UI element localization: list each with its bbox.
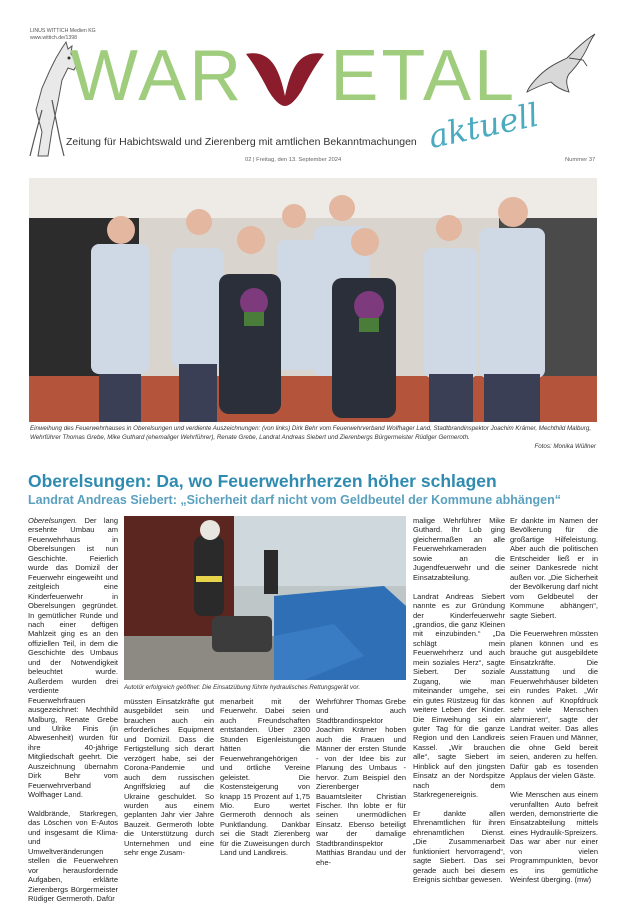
rescue-photo-caption: Autotür erfolgreich geöffnet: Die Einsatzübung führte hydraulisches Rettungsgerät vor.: [124, 684, 361, 691]
article-column-3: [220, 697, 310, 867]
article-paragraph: Er dankte im Namen der Bevölkerung für die großartige Hilfeleistung. Aber auch die politischen Entscheider ließ er in seiner Dankesrede nicht außen vor. „Die Sicherheit der Bevölkerung darf nicht vom Geldbeutel der Kommune abhängen“, sagte Siebert.: [510, 516, 598, 620]
photo-caption-text: Einweihung des Feuerwehrhauses in Oberelsungen und verdiente Auszeichnungen: (von links) Dirk Behr vom Feuerwehrverband Wolfhager Land, Stadtbrandinspektor Joachim Krämer, Mechthild Malburg, Wehrführer Thomas Grebe, Mike Guthard (ehemaliger Wehrführer), Renate Grebe, Landrat Andreas Siebert und Zierenbergs Bürgermeister Rüdiger Germeroth.: [30, 425, 592, 441]
article-paragraph: Waldbrände, Starkregen, das Löschen von E-Autos und insgesamt die Klima- und Umweltveränderungen stellen die Feuerwehren vor herausfordernde Aufgaben, erklärte Zierenbergs Bürgermeister Rüdiger Germeroth. Dafür: [28, 809, 118, 904]
article-column-1: [28, 516, 118, 913]
article-paragraph: Wehrführer Thomas Grebe und auch Stadtbrandinspektor Joachim Krämer hoben auch die Frauen und Männer der ersten Stunde - von der Idee bis zur Planung des Umbaus - hervor. Zum Beispiel den Zierenberger Bauamtsleiter Christian Fischer. Ihn lobte er für seinen unermüdlichen Einsatz. Ebenso beteiligt war der damalige Stadtbrandinspektor Matthias Brandau und der ehe-: [316, 697, 406, 867]
article-headline: Oberelsungen: Da, wo Feuerwehrherzen höher schlagen: [28, 471, 497, 491]
article-text: Der lang ersehnte Umbau am Feuerwehrhaus in Oberelsungen ist nun Geschichte. Feierlich wurde das Domizil der Feuerwehr eingeweiht und zeitgleich eine Kinderfeuerwehr in Oberelsungen gegründet. In gemütlicher Runde und nach einer deftigen Mahlzeit ging es an den offiziellen Teil, in dem die Geschichte des Umbaus und der Notwendigkeit beleuchtet wurde. Außerdem wurden drei verdiente Feuerwehrfrauen ausgezeichnet: Mechthild Malburg, Renate Grebe und Ulrike Finis (in Abwesenheit) wurden für ihre 40-jährige Mitgliedschaft geehrt. Die Auszeichnung übernahm Dirk Behr vom Feuerwehrverband Wolfhager Land.: [28, 516, 118, 800]
masthead-title-right: ETAL: [330, 36, 518, 116]
issue-number: Nummer 37: [565, 157, 596, 163]
article-column-4-bottom: [316, 697, 406, 877]
issue-date: 02 | Freitag, den 13. September 2024: [245, 157, 342, 163]
dateline: Oberelsungen.: [28, 516, 78, 525]
masthead-subtitle: Zeitung für Habichtswald und Zierenberg mit amtlichen Bekanntmachungen: [66, 136, 417, 148]
article-paragraph: [28, 516, 118, 800]
hawk-illustration-icon: [525, 32, 597, 98]
article-paragraph: malige Wehrführer Mike Guthard. Ihr Lob ging gleichermaßen an alle Feuerwehrkameraden sowie an die Jugendfeuerwehr und die Einsatzabteilung.: [413, 516, 505, 582]
article-paragraph: Er dankte allen Ehrenamtlichen für ihren ehrenamtlichen Dienst. „Die Zusammenarbeit funktioniert hervorragend“, sagte Siebert. Das sei gerade auch bei diesem Ereignis sichtbar gewesen.: [413, 809, 505, 885]
article-paragraph: menarbeit mit der Feuerwehr. Dabei seien auch Freundschaften entstanden. Über 2300 Stunden Eigenleistungen hätten die Feuerwehrangehörigen und örtliche Vereine geleistet. Die Kostensteigerung von knapp 15 Prozent auf 1,75 Mio. Euro wertet Germeroth dennoch als Punktlandung. Dankbar sei die Stadt Zierenberg für die Zuweisungen durch Land und Landkreis.: [220, 697, 310, 858]
photo-caption: [30, 425, 596, 451]
rescue-demo-photo: [124, 516, 406, 680]
article-column-5: [510, 516, 598, 894]
article-subheadline: Landrat Andreas Siebert: „Sicherheit darf nicht vom Geldbeutel der Kommune abhängen“: [28, 493, 561, 507]
publisher-name: LINUS WITTICH Medien KG: [30, 28, 96, 34]
heart-logo-icon: [242, 48, 328, 108]
article-column-4: [413, 516, 505, 894]
article-paragraph: müssten Einsatzkräfte gut ausgebildet sein und brauchen auch ein erforderliches Equipment und Domizil. Dass die Fertigstellung sich derart verzögert habe, sei der Corona-Pandemie und auch dem russischen Angriffskrieg auf die Ukraine geschuldet. So wurden aus einem geplanten Jahr vier Jahre Bauzeit. Germeroth lobte die Unterstützung durch Unternehmen und eine sehr enge Zusam-: [124, 697, 214, 858]
masthead-aktuell: aktuell: [425, 95, 542, 156]
article-paragraph: Landrat Andreas Siebert nannte es zur Gründung der Kinderfeuerwehr „grandios, die ganz Kleinen mit einzubinden.“ „Da schlägt mein Feuerwehrherz und auch mein soziales Herz“, sagte Siebert. Der soziale Zugang, wie man miteinander umgehe, sei ein gutes Rüstzeug für das weitere Leben der Kinder. Die Einweihung sei ein guter Tag für die ganze Region und den Landkreis Kassel. „Wir brauchen alle“, sagte Siebert im Hinblick auf den jüngsten Einsatz an der Nordspitze nach dem Starkregenereignis.: [413, 591, 505, 800]
article-paragraph: Wie Menschen aus einem verunfallten Auto befreit werden, demonstrierte die Einsatzabteilung mittels eines Hydraulik-Spreizers. Das war aber nur einer von vielen Programmpunkten, bevor es ins gemütliche Weinfest überging. (mw): [510, 790, 598, 885]
publisher-url[interactable]: www.wittich.de/1398: [30, 34, 77, 41]
article-column-2: [124, 697, 214, 867]
group-photo: [29, 178, 597, 422]
photo-credit: Fotos: Monika Wüllner: [534, 442, 596, 450]
article-paragraph: Die Feuerwehren müssten planen können und es brauche gut ausgebildete Einsatzkräfte. Die Ausstattung und die Feuerwehrhäuser bildeten ein rundes Paket. „Wir können auf Knopfdruck sehr viele Menschen alarmieren“, sagte der Landrat weiter. Das alles seien Frauen und Männer, die ohne Geld bereit seien, anderen zu helfen. Dafür gab es tosenden Applaus der vielen Gäste.: [510, 629, 598, 781]
masthead-title-left: WAR: [70, 36, 245, 116]
